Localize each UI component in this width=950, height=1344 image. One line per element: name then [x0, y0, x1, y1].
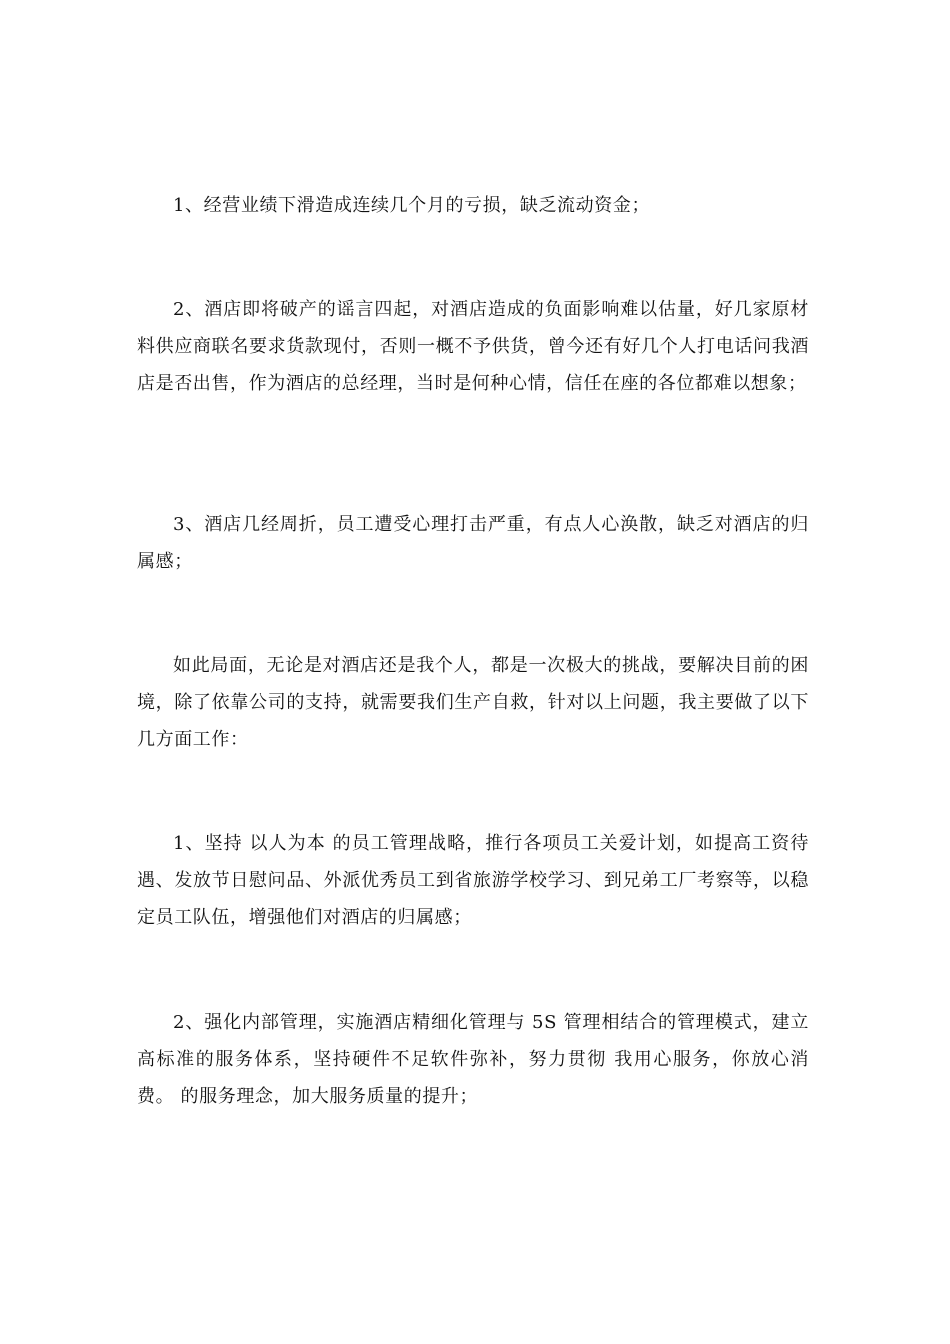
paragraph-measure-1: 1、坚持 以人为本 的员工管理战略，推行各项员工关爱计划，如提高工资待遇、发放节日慰问品、外派优秀员工到省旅游学校学习、到兄弟工厂考察等，以稳定员工队伍，增强他们对酒店的归属感； [137, 833, 809, 928]
paragraph-measure-2: 2、强化内部管理，实施酒店精细化管理与 5S 管理相结合的管理模式，建立高标准的服务体系，坚持硬件不足软件弥补，努力贯彻 我用心服务，你放心消费。 的服务理念，加大服务质量的提升； [137, 1012, 809, 1107]
paragraph-problem-3: 3、酒店几经周折，员工遭受心理打击严重，有点人心涣散，缺乏对酒店的归属感； [137, 514, 809, 572]
paragraph-problem-2: 2、酒店即将破产的谣言四起，对酒店造成的负面影响难以估量，好几家原材料供应商联名要求货款现付，否则一概不予供货，曾今还有好几个人打电话问我酒店是否出售，作为酒店的总经理，当时是何种心情，信任在座的各位都难以想象； [137, 299, 809, 394]
paragraph-transition: 如此局面，无论是对酒店还是我个人，都是一次极大的挑战，要解决目前的困境，除了依靠公司的支持，就需要我们生产自救，针对以上问题，我主要做了以下几方面工作： [137, 655, 809, 750]
paragraph-problem-1: 1、经营业绩下滑造成连续几个月的亏损，缺乏流动资金； [173, 195, 651, 216]
